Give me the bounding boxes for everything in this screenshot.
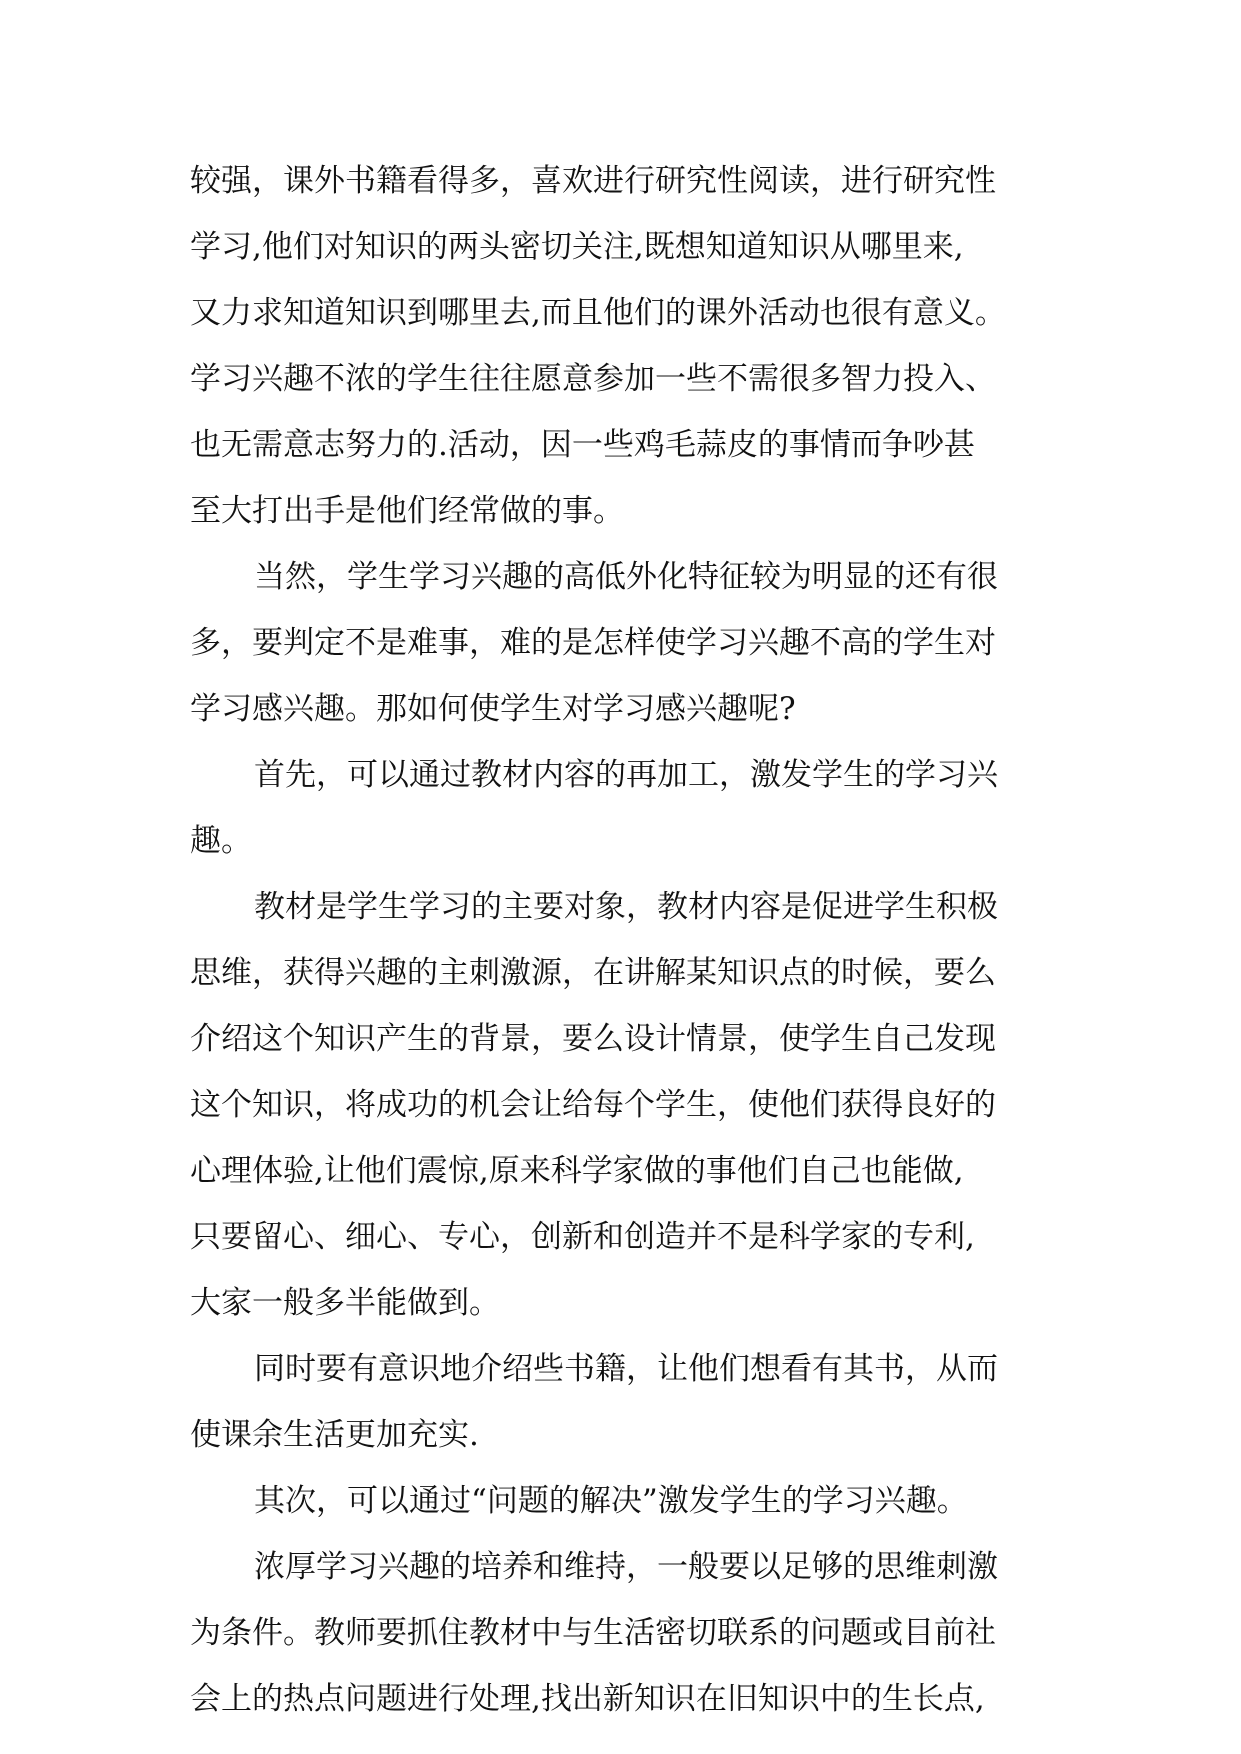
text-line: 同时要有意识地介绍些书籍，让他们想看有其书，从而 (254, 1351, 998, 1387)
text-line: 首先，可以通过教材内容的再加工，激发学生的学习兴 (254, 757, 998, 793)
text-line: 心理体验,让他们震惊,原来科学家做的事他们自己也能做, (190, 1153, 964, 1189)
text-line: 大家一般多半能做到。 (190, 1285, 500, 1321)
text-line: 思维，获得兴趣的主刺激源，在讲解某知识点的时候，要么 (190, 955, 996, 991)
body-text (190, 158, 1090, 1742)
text-line: 介绍这个知识产生的背景，要么设计情景，使学生自己发现 (190, 1021, 996, 1057)
text-line: 学习感兴趣。那如何使学生对学习感兴趣呢? (190, 691, 796, 727)
text-line: 当然，学生学习兴趣的高低外化特征较为明显的还有很 (254, 559, 998, 595)
text-line: 为条件。教师要抓住教材中与生活密切联系的问题或目前社 (190, 1615, 996, 1651)
text-line: 这个知识，将成功的机会让给每个学生，使他们获得良好的 (190, 1087, 996, 1123)
text-line: 也无需意志努力的.活动，因一些鸡毛蒜皮的事情而争吵甚 (190, 427, 975, 463)
text-line: 多，要判定不是难事，难的是怎样使学习兴趣不高的学生对 (190, 625, 996, 661)
text-line: 又力求知道知识到哪里去,而且他们的课外活动也很有意义。 (190, 295, 1006, 331)
text-line: 学习,他们对知识的两头密切关注,既想知道知识从哪里来, (190, 229, 964, 265)
text-line: 浓厚学习兴趣的培养和维持，一般要以足够的思维刺激 (254, 1549, 998, 1585)
text-line: 教材是学生学习的主要对象，教材内容是促进学生积极 (254, 889, 998, 925)
text-line: 会上的热点问题进行处理,找出新知识在旧知识中的生长点, (190, 1681, 985, 1717)
text-line: 至大打出手是他们经常做的事。 (190, 493, 624, 529)
text-line: 趣。 (190, 823, 252, 859)
text-line: 只要留心、细心、专心，创新和创造并不是科学家的专利, (190, 1219, 975, 1255)
text-line: 学习兴趣不浓的学生往往愿意参加一些不需很多智力投入、 (190, 361, 996, 397)
text-line: 较强，课外书籍看得多，喜欢进行研究性阅读，进行研究性 (190, 163, 996, 199)
text-line: 使课余生活更加充实. (190, 1417, 479, 1453)
text-line: 其次，可以通过“问题的解决”激发学生的学习兴趣。 (254, 1483, 968, 1519)
